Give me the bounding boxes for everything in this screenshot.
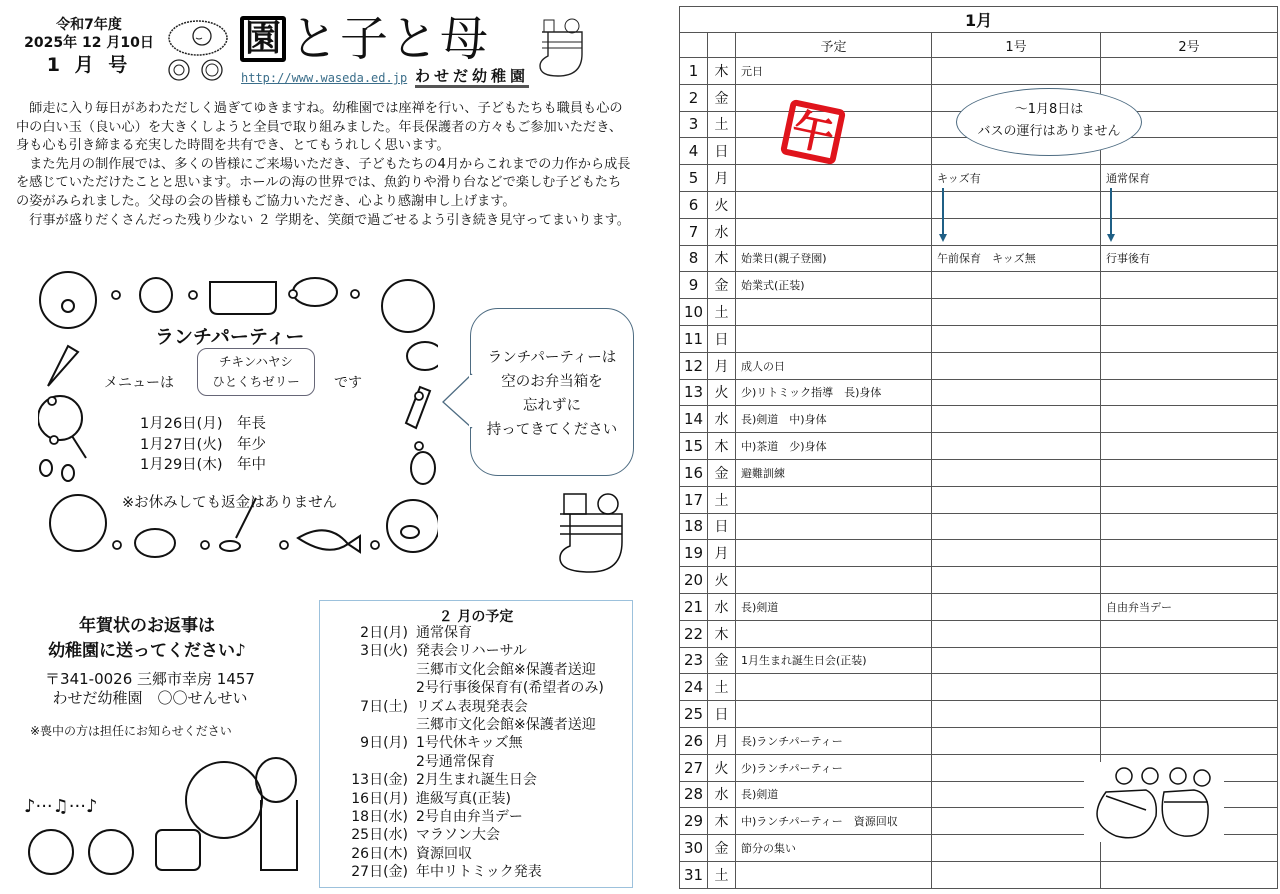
group2-cell — [1101, 620, 1278, 647]
february-item-text: 通常保育 — [416, 625, 472, 641]
school-address — [30, 670, 270, 708]
weekday: 水 — [708, 406, 736, 433]
bubble-line: 持ってきてください — [486, 422, 618, 438]
svg-text:♪···♫···♪: ♪···♫···♪ — [24, 796, 98, 817]
schedule-cell — [736, 674, 932, 701]
weekday: 火 — [708, 191, 736, 218]
day-number: 30 — [680, 835, 708, 862]
february-item-date: 7日(土) — [360, 698, 408, 715]
school-url-link[interactable]: http://www.waseda.ed.jp — [241, 71, 408, 85]
day-number: 20 — [680, 567, 708, 594]
title-boxed-char: 園 — [240, 16, 286, 62]
day-number: 5 — [680, 165, 708, 192]
arrow-down-icon — [1110, 188, 1112, 234]
schedule-cell — [736, 620, 932, 647]
february-item-text: 年中リトミック発表 — [416, 864, 542, 881]
group1-cell — [932, 567, 1101, 594]
day-number: 31 — [680, 861, 708, 888]
group1-cell — [932, 513, 1101, 540]
weekday: 月 — [708, 727, 736, 754]
february-item-text: 進級写真(正装) — [416, 790, 511, 807]
weekday: 月 — [708, 540, 736, 567]
lunch-date: 1月29日(木) 年中 — [140, 457, 266, 473]
issue-date: 2025年 12 月10日 — [24, 35, 154, 51]
schedule-cell: 中)茶道 少)身体 — [736, 433, 932, 460]
group1-cell: 午前保育 キッズ無 — [932, 245, 1101, 272]
weekday: 木 — [708, 808, 736, 835]
february-item-date — [326, 716, 416, 734]
title-text: と子と母 — [290, 11, 491, 67]
group2-cell — [1101, 379, 1278, 406]
calendar-row — [680, 647, 1278, 674]
calendar-row — [680, 58, 1278, 85]
weekday: 金 — [708, 835, 736, 862]
issue-info — [14, 16, 164, 78]
arrow-head-icon — [939, 234, 947, 242]
issue-number: 1 月 号 — [46, 54, 132, 76]
group1-cell — [932, 593, 1101, 620]
no-refund-note: ※お休みしても返金はありません — [122, 495, 338, 511]
bus-notice-line: バスの運行はありません — [977, 124, 1121, 139]
schedule-cell: 避難訓練 — [736, 459, 932, 486]
nengajo-title-line: 年賀状のお返事は — [79, 616, 215, 636]
calendar-row — [680, 567, 1278, 594]
schedule-cell — [736, 325, 932, 352]
intro-text — [16, 100, 634, 230]
group2-cell — [1101, 701, 1278, 728]
calendar-row — [680, 620, 1278, 647]
schedule-cell — [736, 486, 932, 513]
group2-cell: 行事後有 — [1101, 245, 1278, 272]
address-line: わせだ幼稚園 〇〇せんせい — [52, 689, 248, 707]
february-item-date: 27日(金) — [351, 864, 408, 881]
calendar-row — [680, 272, 1278, 299]
day-number: 9 — [680, 272, 708, 299]
stocking-bear-illustration — [548, 490, 638, 580]
february-item-date — [326, 679, 416, 697]
day-number: 10 — [680, 299, 708, 326]
day-number: 12 — [680, 352, 708, 379]
weekday: 土 — [708, 111, 736, 138]
calendar-row — [680, 540, 1278, 567]
february-item — [326, 698, 604, 716]
address-line: 〒341-0026 三郷市幸房 1457 — [45, 670, 255, 688]
weekday: 土 — [708, 299, 736, 326]
weekday: 水 — [708, 593, 736, 620]
day-number: 16 — [680, 459, 708, 486]
february-item-text: 三郷市文化会館※保護者送迎 — [416, 661, 596, 678]
bubble-tail-cover — [469, 375, 472, 427]
group1-cell — [932, 299, 1101, 326]
february-item-text: リズム表現発表会 — [416, 698, 528, 715]
group1-cell — [932, 540, 1101, 567]
day-number: 25 — [680, 701, 708, 728]
group1-cell — [932, 406, 1101, 433]
group1-cell — [932, 701, 1101, 728]
weekday: 土 — [708, 861, 736, 888]
february-item — [326, 771, 604, 789]
day-number: 7 — [680, 218, 708, 245]
group2-cell — [1101, 486, 1278, 513]
february-item — [326, 826, 604, 844]
schedule-cell — [736, 165, 932, 192]
schedule-cell: 長)ランチパーティー — [736, 727, 932, 754]
group1-cell — [932, 486, 1101, 513]
group1-cell — [932, 325, 1101, 352]
weekday: 火 — [708, 754, 736, 781]
february-item-date: 3日(火) — [360, 643, 408, 660]
group1-cell — [932, 272, 1101, 299]
menu-label: メニューは — [104, 375, 174, 391]
bubble-line: 空のお弁当箱を — [501, 374, 603, 390]
school-name: わせだ幼稚園 — [415, 68, 529, 88]
february-item — [326, 753, 604, 771]
calendar-row — [680, 486, 1278, 513]
group1-cell — [932, 58, 1101, 85]
schedule-cell — [736, 567, 932, 594]
intro-paragraph: 師走に入り毎日があわただしく過ぎてゆきますね。幼稚園では座禅を行い、子どもたちも職員も心の中の白い玉（良い心）を大きくしようと全員で取り組みました。年長保護者の方々もご参加いただき、身も心も引き締まる充実した時間を共有でき、とてもうれしく思います。 — [16, 101, 623, 154]
february-item-text: 2号行事後保育有(希望者のみ) — [416, 680, 604, 697]
group1-cell — [932, 218, 1101, 245]
weekday: 水 — [708, 218, 736, 245]
weekday: 金 — [708, 647, 736, 674]
day-number: 11 — [680, 325, 708, 352]
group2-cell — [1101, 540, 1278, 567]
schedule-cell — [736, 701, 932, 728]
stocking-illustration — [536, 16, 588, 80]
group2-cell — [1101, 352, 1278, 379]
group1-cell — [932, 352, 1101, 379]
february-item — [326, 734, 604, 752]
schedule-cell: 節分の集い — [736, 835, 932, 862]
calendar-title: 1月 — [680, 7, 1278, 33]
february-item — [326, 863, 604, 881]
calendar-row — [680, 861, 1278, 888]
group2-cell — [1101, 433, 1278, 460]
calendar-row — [680, 352, 1278, 379]
calendar-row — [680, 191, 1278, 218]
february-item-text: 発表会リハーサル — [416, 643, 527, 660]
group2-cell — [1101, 191, 1278, 218]
column-header-group1: 1号 — [932, 33, 1101, 58]
february-item-text: 2月生まれ誕生日会 — [416, 772, 537, 789]
lunch-dates — [140, 414, 266, 476]
group1-cell — [932, 459, 1101, 486]
column-header-group2: 2号 — [1101, 33, 1278, 58]
newsletter-title — [240, 11, 491, 67]
bubble-line: 忘れずに — [523, 398, 581, 414]
group2-cell — [1101, 513, 1278, 540]
february-title: ２ 月の予定 — [438, 609, 514, 625]
february-item — [326, 808, 604, 826]
schedule-cell — [736, 191, 932, 218]
bubble-line: ランチパーティーは — [487, 350, 617, 366]
schedule-cell: 少)ランチパーティー — [736, 754, 932, 781]
bus-notice-oval — [956, 88, 1142, 156]
day-number: 22 — [680, 620, 708, 647]
intro-paragraph: また先月の制作展では、多くの皆様にご来場いただき、子どもたちの4月からこれまでの力作から成長を感じていただけたことと思います。ホールの海の世界では、魚釣りや滑り台などで楽しむ子どもたちの姿がみられました。父母の会の皆様もご協力いただき、心より感謝申し上げます。 — [16, 156, 631, 209]
era-year: 令和7年度 — [56, 17, 122, 33]
calendar-row — [680, 674, 1278, 701]
day-number: 8 — [680, 245, 708, 272]
calendar-row — [680, 459, 1278, 486]
calendar-row — [680, 299, 1278, 326]
group2-cell — [1101, 861, 1278, 888]
weekday: 月 — [708, 165, 736, 192]
february-item-text: 2号通常保育 — [416, 753, 495, 770]
group1-cell — [932, 674, 1101, 701]
calendar-row — [680, 593, 1278, 620]
february-item — [326, 679, 604, 697]
day-number: 23 — [680, 647, 708, 674]
february-item-text: 1号代休キッズ無 — [416, 735, 523, 752]
schedule-cell: 始業日(親子登園) — [736, 245, 932, 272]
february-list — [326, 624, 604, 882]
lunch-party-title: ランチパーティー — [155, 326, 305, 348]
group1-cell: キッズ有 — [932, 165, 1101, 192]
group1-cell — [932, 647, 1101, 674]
column-header-schedule: 予定 — [736, 33, 932, 58]
food-frame-illustration — [38, 268, 438, 558]
weekday: 金 — [708, 272, 736, 299]
group2-cell — [1101, 674, 1278, 701]
february-item — [326, 790, 604, 808]
schedule-cell — [736, 861, 932, 888]
group2-cell — [1101, 567, 1278, 594]
group2-cell: 自由弁当デー — [1101, 593, 1278, 620]
menu-box — [197, 348, 315, 396]
weekday: 日 — [708, 325, 736, 352]
group2-cell — [1101, 459, 1278, 486]
group2-cell — [1101, 218, 1278, 245]
february-item-date: 2日(月) — [360, 625, 408, 641]
nengajo-title-line: 幼稚園に送ってください♪ — [48, 641, 246, 661]
menu-suffix: です — [334, 375, 362, 391]
february-item-date: 9日(月) — [360, 735, 408, 752]
day-number: 15 — [680, 433, 708, 460]
day-number: 27 — [680, 754, 708, 781]
bus-notice-line: ～1月8日は — [1014, 102, 1084, 117]
group1-cell — [932, 781, 1101, 808]
day-number: 3 — [680, 111, 708, 138]
calendar-row — [680, 379, 1278, 406]
new-year-characters-illustration — [16, 740, 316, 890]
calendar-row — [680, 245, 1278, 272]
february-item-date — [326, 753, 416, 771]
february-item — [326, 845, 604, 863]
schedule-cell: 元日 — [736, 58, 932, 85]
february-item-date: 25日(水) — [351, 827, 408, 844]
weekday: 木 — [708, 58, 736, 85]
arrow-head-icon — [1107, 234, 1115, 242]
weekday: 日 — [708, 701, 736, 728]
group2-cell — [1101, 272, 1278, 299]
calendar-row — [680, 218, 1278, 245]
february-item-date — [326, 661, 416, 679]
weekday: 水 — [708, 781, 736, 808]
mouse-mittens-illustration — [1084, 762, 1224, 842]
day-number: 17 — [680, 486, 708, 513]
day-number: 28 — [680, 781, 708, 808]
group2-cell — [1101, 299, 1278, 326]
schedule-cell: 1月生まれ誕生日会(正装) — [736, 647, 932, 674]
group2-cell — [1101, 58, 1278, 85]
weekday: 木 — [708, 433, 736, 460]
february-item-text: 資源回収 — [416, 845, 472, 862]
day-number: 19 — [680, 540, 708, 567]
february-item-text: マラソン大会 — [416, 827, 500, 844]
day-number: 21 — [680, 593, 708, 620]
calendar-row — [680, 701, 1278, 728]
menu-item: ひとくちゼリー — [212, 374, 300, 389]
schedule-cell — [736, 513, 932, 540]
february-schedule-box — [319, 600, 633, 888]
day-number: 14 — [680, 406, 708, 433]
calendar-row — [680, 325, 1278, 352]
weekday: 火 — [708, 379, 736, 406]
weekday: 火 — [708, 567, 736, 594]
february-item-date: 26日(木) — [351, 845, 408, 862]
schedule-cell — [736, 540, 932, 567]
column-header — [680, 33, 708, 58]
weekday: 木 — [708, 245, 736, 272]
february-item-text: 2号自由弁当デー — [416, 809, 523, 826]
weekday: 土 — [708, 674, 736, 701]
column-header — [708, 33, 736, 58]
calendar-row — [680, 727, 1278, 754]
schedule-cell: 長)剣道 中)身体 — [736, 406, 932, 433]
february-item — [326, 624, 604, 642]
sleeping-bear-illustration — [166, 18, 230, 82]
day-number: 6 — [680, 191, 708, 218]
day-number: 13 — [680, 379, 708, 406]
group2-cell — [1101, 406, 1278, 433]
day-number: 26 — [680, 727, 708, 754]
calendar-row — [680, 165, 1278, 192]
calendar-row — [680, 406, 1278, 433]
february-item-date: 13日(金) — [351, 772, 408, 789]
group1-cell — [932, 808, 1101, 835]
group2-cell — [1101, 727, 1278, 754]
february-item-date: 18日(水) — [351, 809, 408, 826]
lunchbox-reminder-bubble — [470, 308, 634, 476]
weekday: 金 — [708, 84, 736, 111]
day-number: 29 — [680, 808, 708, 835]
group2-cell — [1101, 325, 1278, 352]
february-item — [326, 716, 604, 734]
day-number: 4 — [680, 138, 708, 165]
february-item-text: 三郷市文化会館※保護者送迎 — [416, 717, 596, 734]
group2-cell — [1101, 647, 1278, 674]
lunch-date: 1月27日(火) 年少 — [140, 436, 266, 453]
day-number: 24 — [680, 674, 708, 701]
schedule-cell — [736, 218, 932, 245]
calendar-row — [680, 513, 1278, 540]
day-number: 18 — [680, 513, 708, 540]
group1-cell — [932, 861, 1101, 888]
schedule-cell: 中)ランチパーティー 資源回収 — [736, 808, 932, 835]
day-number: 1 — [680, 58, 708, 85]
calendar-row — [680, 433, 1278, 460]
lunch-date: 1月26日(月) 年長 — [140, 416, 266, 432]
group1-cell — [932, 379, 1101, 406]
february-item — [326, 661, 604, 679]
weekday: 金 — [708, 459, 736, 486]
schedule-cell: 成人の日 — [736, 352, 932, 379]
stamp-icon: 午 — [780, 99, 846, 165]
arrow-down-icon — [942, 188, 944, 234]
schedule-cell: 長)剣道 — [736, 593, 932, 620]
weekday: 木 — [708, 620, 736, 647]
schedule-cell: 長)剣道 — [736, 781, 932, 808]
day-number: 2 — [680, 84, 708, 111]
schedule-cell — [736, 299, 932, 326]
schedule-cell: 少)リトミック指導 長)身体 — [736, 379, 932, 406]
intro-paragraph: 行事が盛りだくさんだった残り少ない ２ 学期を、笑顔で過ごせるよう引き続き見守ってまいります。 — [16, 212, 630, 228]
menu-item: チキンハヤシ — [219, 354, 293, 369]
group1-cell — [932, 835, 1101, 862]
weekday: 月 — [708, 352, 736, 379]
schedule-cell: 始業式(正装) — [736, 272, 932, 299]
weekday: 日 — [708, 513, 736, 540]
group1-cell — [932, 727, 1101, 754]
weekday: 日 — [708, 138, 736, 165]
february-item-date: 16日(月) — [351, 790, 408, 807]
group1-cell — [932, 754, 1101, 781]
group1-cell — [932, 191, 1101, 218]
group2-cell: 通常保育 — [1101, 165, 1278, 192]
february-item — [326, 642, 604, 660]
weekday: 土 — [708, 486, 736, 513]
group1-cell — [932, 433, 1101, 460]
nengajo-title — [42, 614, 252, 664]
group1-cell — [932, 620, 1101, 647]
mourning-note: ※喪中の方は担任にお知らせください — [30, 724, 232, 738]
